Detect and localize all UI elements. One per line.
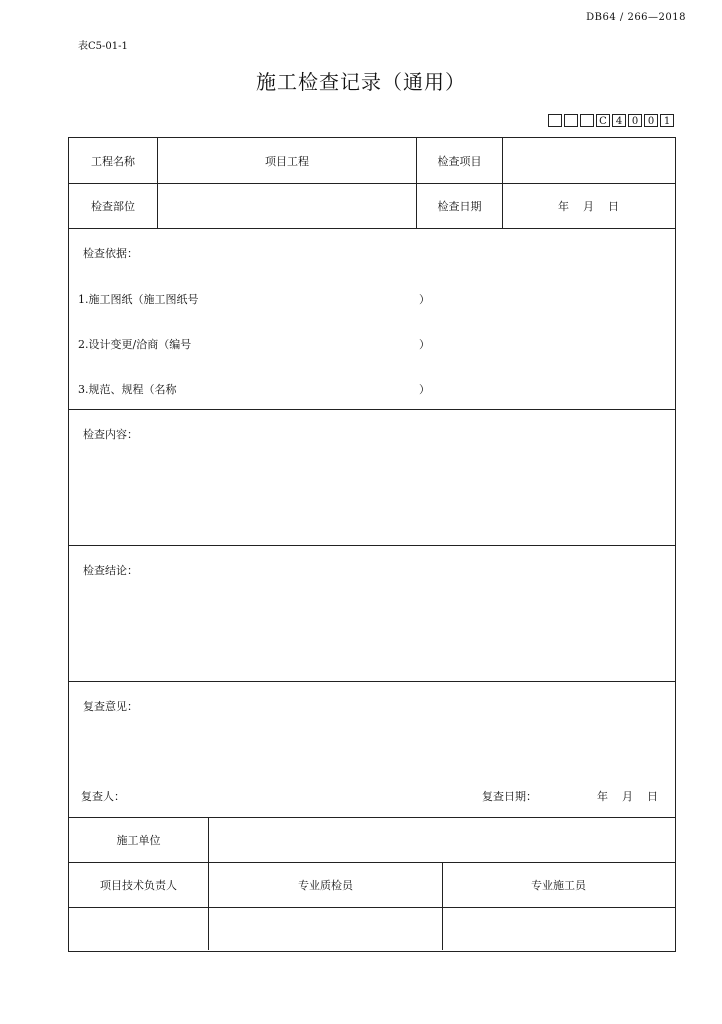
basis-item-design-change: 2.设计变更/洽商（编号 — [78, 338, 192, 351]
basis-item-standards: 3.规范、规程（名称 — [78, 383, 177, 396]
basis-item-design-change-close: ） — [419, 338, 430, 351]
signature-row — [69, 908, 675, 950]
basis-item-standards-close: ） — [419, 383, 430, 396]
construction-unit-value[interactable] — [208, 818, 674, 862]
signature-header-row — [69, 863, 675, 908]
construction-unit-row — [69, 818, 675, 863]
tech-lead-label: 项目技术负责人 — [100, 879, 177, 892]
code-box[interactable] — [564, 114, 578, 127]
content-label: 检查内容： — [83, 428, 138, 441]
code-box[interactable]: 0 — [644, 114, 658, 127]
inspection-item-label: 检查项目 — [416, 138, 502, 183]
review-section[interactable] — [69, 682, 675, 818]
basis-item-drawings-close: ） — [419, 293, 430, 306]
quality-inspector-label: 专业质检员 — [208, 863, 442, 907]
inspection-date-label: 检查日期 — [416, 184, 502, 228]
project-row — [69, 138, 675, 184]
code-box[interactable]: 4 — [612, 114, 626, 127]
inspection-date-value[interactable]: 年 月 日 — [502, 184, 674, 228]
construction-unit-label: 施工单位 — [116, 834, 161, 847]
code-box[interactable] — [580, 114, 594, 127]
basis-label: 检查依据： — [83, 247, 138, 260]
inspection-form — [68, 137, 676, 952]
code-box[interactable] — [548, 114, 562, 127]
project-name-label: 工程名称 — [91, 154, 135, 168]
project-name-value[interactable]: 项目工程 — [157, 138, 416, 183]
construction-worker-label: 专业施工员 — [442, 863, 674, 907]
inspection-part-label: 检查部位 — [91, 200, 135, 213]
part-date-row — [69, 184, 675, 229]
form-number: 表C5-01-1 — [78, 41, 128, 52]
reviewer-label: 复查人： — [81, 790, 125, 803]
inspection-item-value[interactable] — [502, 138, 674, 183]
inspection-part-value[interactable] — [157, 184, 416, 228]
conclusion-section[interactable] — [69, 546, 675, 682]
quality-inspector-signature[interactable] — [208, 908, 442, 950]
page-title: 施工检查记录（通用） — [256, 70, 466, 94]
basis-section — [69, 229, 675, 410]
conclusion-label: 检查结论： — [83, 564, 138, 577]
construction-worker-signature[interactable] — [442, 908, 674, 950]
code-box[interactable]: 1 — [660, 114, 674, 127]
code-box[interactable]: 0 — [628, 114, 642, 127]
review-date-value[interactable]: 年 月 日 — [597, 790, 658, 803]
content-section[interactable] — [69, 410, 675, 546]
code-box[interactable]: C — [596, 114, 610, 127]
review-opinion-label: 复查意见： — [83, 700, 138, 713]
basis-item-drawings: 1.施工图纸（施工图纸号 — [78, 293, 199, 306]
record-code-boxes — [548, 114, 674, 127]
review-date-label: 复查日期： — [482, 790, 537, 803]
tech-lead-signature[interactable] — [69, 908, 208, 950]
standard-code: DB64 / 266—2018 — [586, 12, 686, 23]
